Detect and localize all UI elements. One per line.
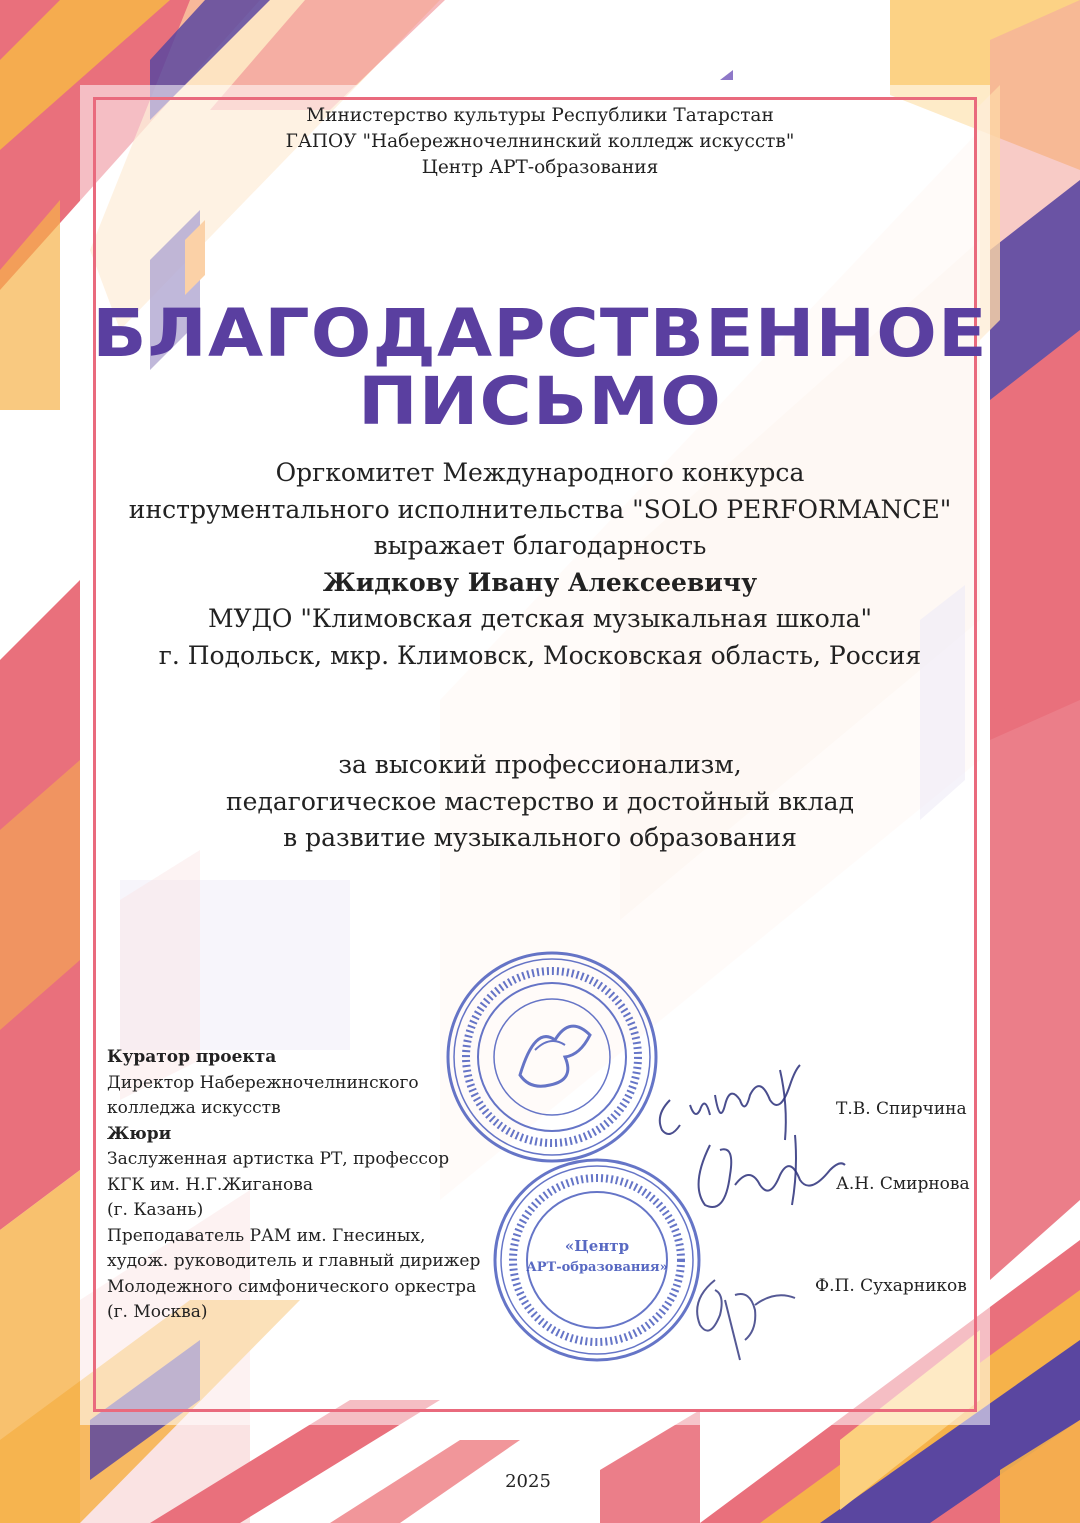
organizer-line-2: инструментального исполнительства "SOLO PERFORMANCE" [128,494,952,524]
signatory-descriptions [107,1045,507,1326]
curator-heading: Куратор проекта [107,1047,277,1067]
jury1-title-line-2: КГК им. Н.Г.Жиганова [107,1174,313,1195]
ministry-line: Министерство культуры Республики Татарстан [306,105,774,126]
recipient-school: МУДО "Климовская детская музыкальная школа" [207,604,873,633]
reason-block [80,747,1000,857]
college-line: ГАПОУ "Набережночелнинский колледж искусств" [285,131,795,152]
title-line-2: ПИСЬМО [358,363,722,440]
document-title [43,295,1037,440]
reason-line-3: в развитие музыкального образования [283,823,797,852]
jury2-title-line-2: худож. руководитель и главный дирижер [107,1251,481,1271]
art-center-seal-stamp [490,1155,705,1365]
jury-heading: Жюри [107,1123,172,1144]
curator-title-line-1: Директор Набережночелнинского [107,1072,419,1093]
jury2-title-line-4: (г. Москва) [107,1302,208,1322]
recipient-location: г. Подольск, мкр. Климовск, Московская область, Россия [158,640,922,670]
jury2-title-line-3: Молодежного симфонического оркестра [107,1276,477,1297]
jury2-title-line-1: Преподаватель РАМ им. Гнесиных, [107,1225,426,1246]
curator-title-line-2: колледжа искусств [107,1098,281,1118]
recipient-name: Жидкову Ивану Алексеевичу [322,567,758,597]
issuer-header [80,103,1000,181]
signatory-name-1: Т.В. Спирчина [836,1099,967,1119]
center-line: Центр АРТ-образования [421,157,659,178]
signatory-name-3: Ф.П. Сухарников [815,1276,967,1296]
issue-year: 2025 [505,1471,551,1492]
signatory-name-2: А.Н. Смирнова [836,1174,970,1194]
reason-line-2: педагогическое мастерство и достойный вклад [226,786,854,816]
stamp-text-line-2: АРТ-образования» [526,1260,668,1275]
signature-smirnova [680,1125,850,1220]
title-line-1: БЛАГОДАРСТВЕННОЕ [92,295,988,372]
jury1-title-line-3: (г. Казань) [107,1200,204,1220]
thanks-line: выражает благодарность [373,531,707,560]
stamp-text-line-1: «Центр [564,1237,630,1255]
recipient-block [80,455,1000,674]
signature-sukharnikov [685,1260,805,1370]
organizer-line-1: Оргкомитет Международного конкурса [275,458,805,487]
jury1-title-line-1: Заслуженная артистка РТ, профессор [107,1149,450,1169]
reason-line-1: за высокий профессионализм, [338,750,742,779]
